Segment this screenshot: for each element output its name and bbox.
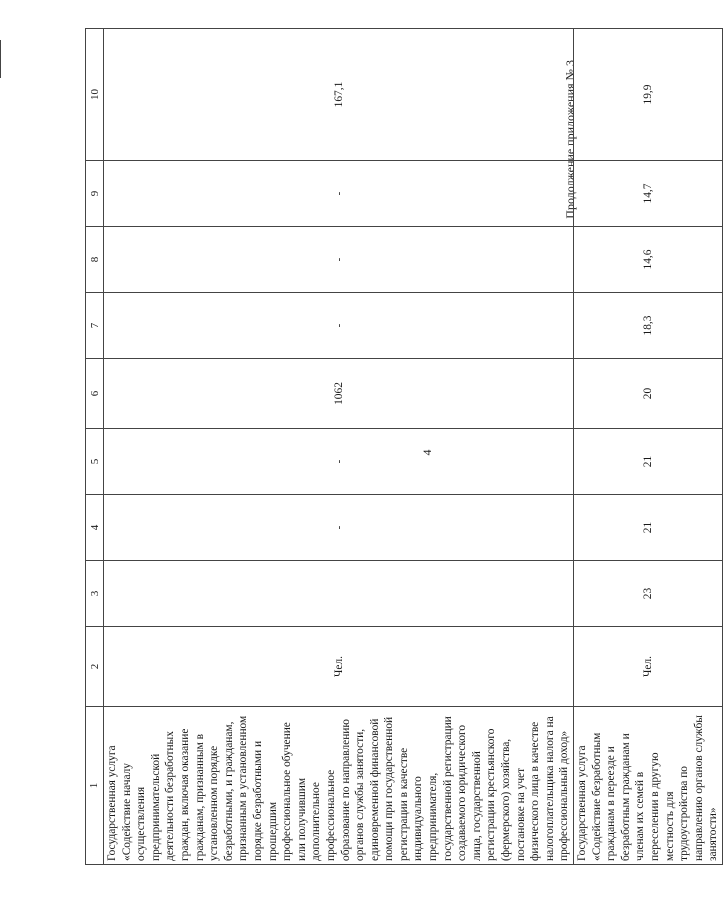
value-cell: 19,9	[574, 29, 723, 161]
value-cell	[104, 561, 574, 627]
value-cell: 18,3	[574, 293, 723, 359]
column-header: 1	[86, 707, 104, 865]
column-header: 3	[86, 561, 104, 627]
column-header: 4	[86, 495, 104, 561]
value-cell: -	[104, 227, 574, 293]
column-header: 2	[86, 627, 104, 707]
value-cell: 14,6	[574, 227, 723, 293]
value-cell: -	[104, 293, 574, 359]
value-cell: 21	[574, 429, 723, 495]
column-header: 5	[86, 429, 104, 495]
page-number: 4	[420, 449, 434, 456]
value-cell: 167,1	[104, 29, 574, 161]
table-header-row	[86, 29, 104, 865]
continuation-title: Продолжение приложения № 3	[563, 60, 577, 219]
unit-cell: Чел.	[574, 627, 723, 707]
value-cell: 23	[574, 561, 723, 627]
column-header: 8	[86, 227, 104, 293]
value-cell: -	[104, 161, 574, 227]
value-cell: 14,7	[574, 161, 723, 227]
unit-cell: Чел.	[104, 627, 574, 707]
column-header: 9	[86, 161, 104, 227]
column-header: 10	[86, 29, 104, 161]
table-row	[104, 29, 574, 865]
value-cell: 1062	[104, 359, 574, 429]
services-table	[85, 28, 723, 865]
value-cell: 20	[574, 359, 723, 429]
table-row	[574, 29, 723, 865]
value-cell: 21	[574, 495, 723, 561]
service-description: Государственная услуга «Содействие началу осуществления предпринимательской деятельности безработных граждан, включая оказание гражданам, признанным в установленном порядке безработными, и гражданам, признанным в установленном порядке безработными и прошедшим профессиональное обучение или получившим дополнительное профессиональное образование по направлению органов службы занятости, единовременной финансовой помощи при государственной регистрации в качестве индивидуального предпринимателя, государственной регистрации создаваемого юридического лица, государственной регистрации крестьянского (фермерского) хозяйства, постановке на учет физического лица в качестве налогоплательщика налога на профессиональный доход»	[104, 707, 574, 865]
value-cell: -	[104, 429, 574, 495]
column-header: 7	[86, 293, 104, 359]
column-header: 6	[86, 359, 104, 429]
value-cell: -	[104, 495, 574, 561]
service-description: Государственная услуга «Содействие безработным гражданам в переезде и безработным гражданам и членам их семей в переселении в другую местность для трудоустройства по направлению органов службы занятости»	[574, 707, 723, 865]
